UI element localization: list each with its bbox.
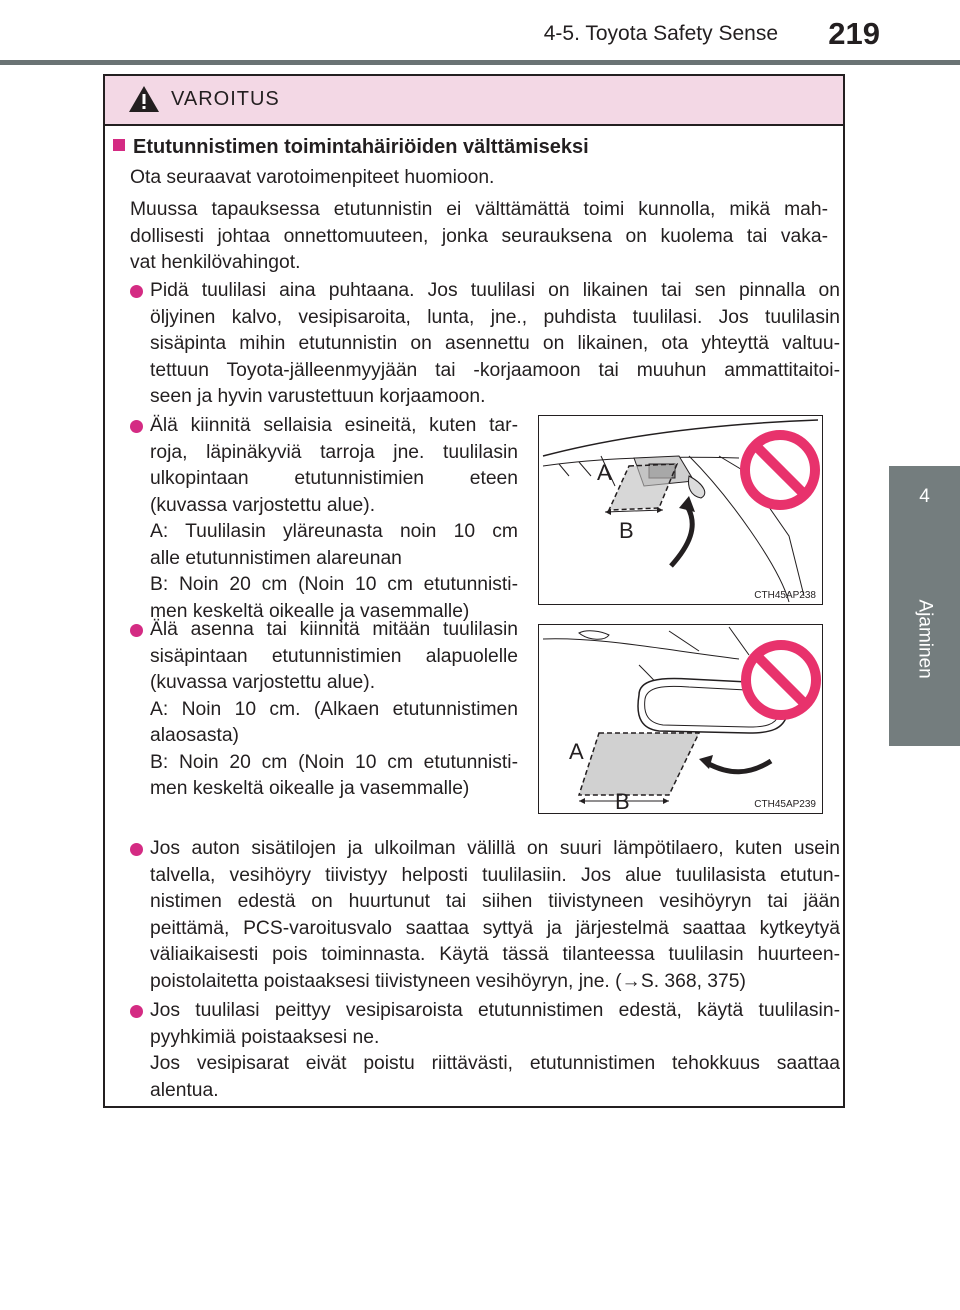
text-line: seen ja hyvin varustettuun korjaamoon. — [150, 386, 486, 407]
text-line: vat henkilövahingot. — [130, 252, 301, 273]
windshield-exterior-illustration — [539, 416, 822, 604]
chapter-label: Ajaminen — [914, 599, 936, 679]
text-line: Pidä tuulilasi aina puhtaana. Jos tuulilasi on likainen tai sen pinnalla on — [150, 280, 840, 301]
page-number: 219 — [828, 16, 880, 51]
text-line: A: Tuulilasin yläreunasta noin 10 cm — [150, 521, 518, 542]
text-line: talvella, vesihöyry tiivistyy helposti tuulilasiin. Jos alue tuulilasista etutun- — [150, 864, 840, 886]
text-line: B: Noin 20 cm (Noin 10 cm etutunnisti- — [150, 574, 518, 595]
text-line: (kuvassa varjostettu alue). — [150, 494, 376, 516]
windshield-interior-illustration — [539, 625, 822, 813]
text-line: sisäpinta mihin etutunnistin on asennettu on likainen, ota yhteyttä valtuu- — [150, 333, 840, 354]
text-line: Älä asenna tai kiinnitä mitään tuulilasin — [150, 619, 518, 640]
text-line: A: Noin 10 cm. (Alkaen etutunnistimen — [150, 698, 518, 720]
figure-front-sensor-interior — [538, 624, 823, 814]
text-line: men keskeltä oikealle ja vasemmalle) — [150, 600, 470, 622]
bullet-dot-icon — [130, 285, 143, 298]
section-heading — [113, 136, 589, 159]
chapter-side-tab — [889, 466, 960, 746]
bullet-dot-icon — [130, 420, 143, 433]
text-line: nistimen edestä on huurtunut tai siihen tiivistyneen vesihöyryn tai jään — [150, 891, 840, 912]
section-title: 4-5. Toyota Safety Sense — [543, 22, 778, 45]
bullet-text — [150, 836, 840, 995]
text-line: väliaikaisesti pois toiminnasta. Käytä tässä tilanteessa tuulilasin huurteen- — [150, 944, 840, 965]
text-line: men keskeltä oikealle ja vasemmalle) — [150, 778, 470, 799]
text-line: Jos tuulilasi peittyy vesipisaroista etutunnistimen edestä, käytä tuulilasin- — [150, 1000, 840, 1021]
dimension-label-b: B — [619, 518, 634, 543]
text-line: (kuvassa varjostettu alue). — [150, 672, 376, 693]
prohibition-icon — [745, 435, 815, 505]
text-line: peittämä, PCS-varoitusvalo saattaa syttyä ja järjestelmä saattaa kytkeytyä — [150, 917, 840, 939]
bullet-text — [150, 998, 840, 1104]
figure-front-sensor-exterior — [538, 415, 823, 605]
text-line: alle etutunnistimen alareunan — [150, 547, 402, 569]
bullet-dot-icon — [130, 843, 143, 856]
warning-triangle-icon — [127, 84, 161, 114]
curved-arrow-icon — [707, 761, 771, 772]
warning-label: VAROITUS — [171, 88, 280, 110]
text-line: öljyinen kalvo, vesipisaroita, lunta, jne., puhdista tuulilasi. Jos tuulilasin — [150, 306, 840, 328]
figure-code: CTH45AP238 — [754, 590, 816, 601]
heading-square-icon — [113, 139, 125, 151]
bullet-dot-icon — [130, 624, 143, 637]
dimension-label-b: B — [615, 789, 630, 813]
bullet-text — [150, 617, 518, 803]
prohibition-icon — [746, 645, 816, 715]
text-line: Jos vesipisarat eivät poistu riittävästi, etutunnistimen tehokkuus saattaa — [150, 1053, 840, 1074]
header-rule — [0, 60, 960, 65]
intro-paragraph-1: Ota seuraavat varotoimenpiteet huomioon. — [130, 167, 495, 188]
figure-code: CTH45AP239 — [754, 799, 816, 810]
text-line: sisäpintaan etutunnistimien alapuolelle — [150, 645, 518, 667]
text-line: Jos auton sisätilojen ja ulkoilman välillä on suuri lämpötilaero, kuten usein — [150, 838, 840, 859]
text-line: roja, läpinäkyviä tarroja jne. tuulilasin — [150, 441, 518, 463]
text-line: Muussa tapauksessa etutunnistin ei välttämättä toimi kunnolla, mikä mah- — [130, 199, 828, 220]
text-line: pyyhkimiä poistaaksesi ne. — [150, 1026, 380, 1048]
text-line: alentua. — [150, 1079, 219, 1101]
text-line: B: Noin 20 cm (Noin 10 cm etutunnisti- — [150, 751, 518, 773]
text-line: alaosasta) — [150, 725, 239, 746]
curved-arrow-icon — [671, 506, 692, 566]
text-line: Älä kiinnitä sellaisia esineitä, kuten tar- — [150, 415, 518, 436]
section-heading-text: Etutunnistimen toimintahäiriöiden välttämiseksi — [133, 136, 589, 158]
bullet-dot-icon — [130, 1005, 143, 1018]
dimension-label-a: A — [597, 460, 612, 485]
bullet-text — [150, 413, 518, 625]
text-line: tettuun Toyota-jälleenmyyjään tai -korjaamoon tai muuhun ammattitaitoi- — [150, 359, 840, 381]
bullet-text — [150, 278, 840, 411]
text-line: dollisesti johtaa onnettomuuteen, jonka seurauksena on kuolema tai vaka- — [130, 225, 828, 247]
warning-header — [105, 76, 843, 126]
text-line: ulkopintaan etutunnistimien eteen — [150, 468, 518, 489]
intro-paragraph-2 — [130, 197, 828, 277]
dimension-label-a: A — [569, 739, 584, 764]
chapter-number: 4 — [919, 486, 930, 507]
text-line: poistolaitetta poistaaksesi tiivistyneen vesihöyryn, jne. (→S. 368, 375) — [150, 970, 746, 992]
